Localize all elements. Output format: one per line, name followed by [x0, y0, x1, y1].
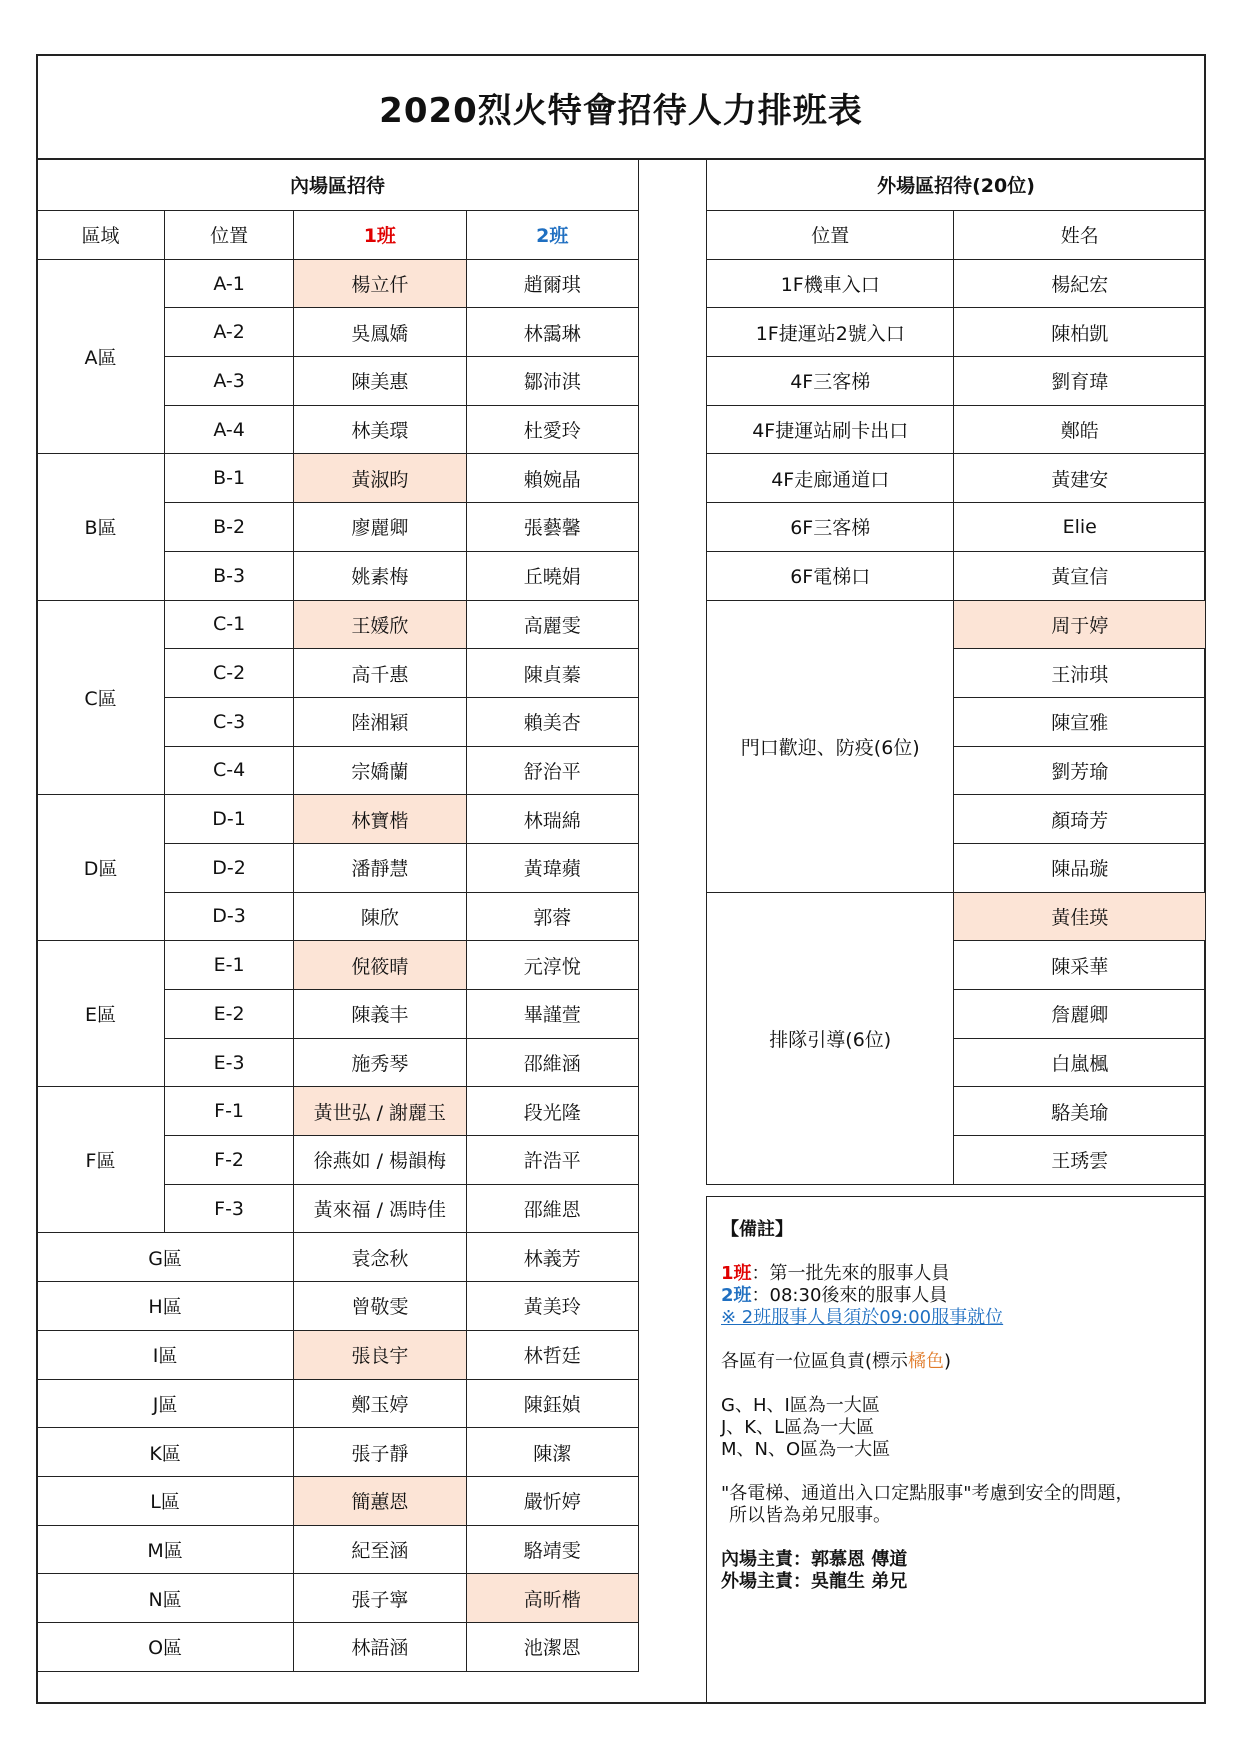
- position-cell: D-3: [165, 892, 294, 941]
- shift1-cell: 林美環: [294, 405, 466, 454]
- table-row: [37, 454, 639, 503]
- shift1-cell: 簡蕙恩: [294, 1476, 466, 1525]
- header-shift1: 1班: [294, 211, 466, 260]
- zone-cell: I區: [37, 1330, 294, 1379]
- shift1-cell: 張子寧: [294, 1574, 466, 1623]
- position-cell: B-3: [165, 551, 294, 600]
- table-row: [37, 1622, 639, 1671]
- outer-name-cell: Elie: [954, 503, 1206, 552]
- table-row: [707, 892, 1206, 941]
- outer-name-cell: 周于婷: [954, 600, 1206, 649]
- outer-name-cell: 黃建安: [954, 454, 1206, 503]
- shift2-cell: 黃美玲: [466, 1282, 638, 1331]
- zone-cell: N區: [37, 1574, 294, 1623]
- shift2-cell: 鄒沛淇: [466, 357, 638, 406]
- shift1-cell: 倪筱晴: [294, 941, 466, 990]
- shift1-cell: 鄭玉婷: [294, 1379, 466, 1428]
- outer-position-cell: 1F捷運站2號入口: [707, 308, 954, 357]
- outer-name-cell: 鄭皓: [954, 405, 1206, 454]
- position-cell: D-2: [165, 843, 294, 892]
- zone-cell: E區: [37, 941, 165, 1087]
- shift1-cell: 曾敬雯: [294, 1282, 466, 1331]
- outer-position-cell: 6F三客梯: [707, 503, 954, 552]
- shift1-cell: 楊立仟: [294, 259, 466, 308]
- shift2-cell: 嚴忻婷: [466, 1476, 638, 1525]
- position-cell: C-3: [165, 697, 294, 746]
- zone-cell: M區: [37, 1525, 294, 1574]
- table-row: [707, 357, 1206, 406]
- shift1-text: ：第一批先來的服事人員: [751, 1263, 950, 1284]
- position-cell: C-4: [165, 746, 294, 795]
- shift1-cell: 宗嬌蘭: [294, 746, 466, 795]
- position-cell: C-1: [165, 600, 294, 649]
- shift2-cell: 林瑞綿: [466, 795, 638, 844]
- outer-name-cell: 白嵐楓: [954, 1038, 1206, 1087]
- shift2-cell: 邵維涵: [466, 1038, 638, 1087]
- outer-name-cell: 黃佳瑛: [954, 892, 1206, 941]
- table-row: [37, 1379, 639, 1428]
- shift1-cell: 吳鳳嬌: [294, 308, 466, 357]
- position-cell: F-1: [165, 1087, 294, 1136]
- position-cell: F-3: [165, 1184, 294, 1233]
- shift1-cell: 王媛欣: [294, 600, 466, 649]
- outer-name-cell: 陳品璇: [954, 843, 1206, 892]
- table-row: [707, 405, 1206, 454]
- outer-position-cell: 4F三客梯: [707, 357, 954, 406]
- shift2-cell: 許浩平: [466, 1136, 638, 1185]
- table-row: [37, 1476, 639, 1525]
- shift-notes: [721, 1263, 1191, 1329]
- outer-lead: 外場主責：吳龍生 弟兄: [721, 1571, 908, 1592]
- shift2-cell: 池潔恩: [466, 1622, 638, 1671]
- safety-note: [721, 1483, 1191, 1527]
- table-row: [707, 551, 1206, 600]
- safety-line: "各電梯、通道出入口定點服事"考慮到安全的問題，: [721, 1483, 1134, 1504]
- shift1-cell: 陳美惠: [294, 357, 466, 406]
- zone-cell: O區: [37, 1622, 294, 1671]
- shift2-cell: 林哲廷: [466, 1330, 638, 1379]
- shift1-note: [721, 1263, 1191, 1285]
- position-cell: A-2: [165, 308, 294, 357]
- outer-name-cell: 詹麗卿: [954, 990, 1206, 1039]
- table-row: [37, 795, 639, 844]
- shift1-cell: 陳義丰: [294, 990, 466, 1039]
- table-row: [37, 1282, 639, 1331]
- header-position: 位置: [165, 211, 294, 260]
- zone-cell: J區: [37, 1379, 294, 1428]
- big-zone-notes: [721, 1395, 1191, 1461]
- big-zone-line: G、H、I區為一大區: [721, 1395, 880, 1416]
- notes-box: [706, 1196, 1206, 1704]
- shift2-cell: 陳鈺媜: [466, 1379, 638, 1428]
- shift2-cell: 郭蓉: [466, 892, 638, 941]
- shift2-cell: 陳潔: [466, 1428, 638, 1477]
- position-cell: C-2: [165, 649, 294, 698]
- big-zone-line: M、N、O區為一大區: [721, 1439, 891, 1460]
- shift2-note: [721, 1285, 1191, 1307]
- table-row: [37, 1574, 639, 1623]
- shift2-cell: 林靄琳: [466, 308, 638, 357]
- position-cell: E-1: [165, 941, 294, 990]
- zone-leader-note: [721, 1351, 1191, 1373]
- shift2-cell: 丘曉娟: [466, 551, 638, 600]
- shift1-cell: 林語涵: [294, 1622, 466, 1671]
- zone-cell: F區: [37, 1087, 165, 1233]
- position-cell: F-2: [165, 1136, 294, 1185]
- shift1-cell: 徐燕如 / 楊韻梅: [294, 1136, 466, 1185]
- zone-cell: D區: [37, 795, 165, 941]
- table-row: [37, 1428, 639, 1477]
- inner-area-table: [36, 158, 639, 1672]
- shift1-cell: 黃世弘 / 謝麗玉: [294, 1087, 466, 1136]
- outer-position-cell: 4F走廊通道口: [707, 454, 954, 503]
- shift2-cell: 賴美杏: [466, 697, 638, 746]
- zone-cell: G區: [37, 1233, 294, 1282]
- shift1-cell: 潘靜慧: [294, 843, 466, 892]
- header-outer-position: 位置: [707, 211, 954, 260]
- zone-cell: C區: [37, 600, 165, 795]
- shift2-cell: 高麗雯: [466, 600, 638, 649]
- outer-position-cell: 1F機車入口: [707, 259, 954, 308]
- shift1-cell: 陳欣: [294, 892, 466, 941]
- table-row: [37, 1330, 639, 1379]
- zone-cell: K區: [37, 1428, 294, 1477]
- shift1-cell: 廖麗卿: [294, 503, 466, 552]
- table-row: [37, 1233, 639, 1282]
- shift2-cell: 林義芳: [466, 1233, 638, 1282]
- outer-area-table: [706, 158, 1206, 1185]
- shift1-cell: 張子靜: [294, 1428, 466, 1477]
- outer-name-cell: 顏琦芳: [954, 795, 1206, 844]
- shift2-cell: 畢謹萱: [466, 990, 638, 1039]
- shift2-cell: 段光隆: [466, 1087, 638, 1136]
- zone-cell: L區: [37, 1476, 294, 1525]
- zone-cell: A區: [37, 259, 165, 454]
- safety-line: 所以皆為弟兄服事。: [729, 1505, 891, 1526]
- page-title: 2020烈火特會招待人力排班表: [38, 56, 1204, 160]
- table-row: [707, 454, 1206, 503]
- header-outer-name: 姓名: [954, 211, 1206, 260]
- shift2-cell: 舒治平: [466, 746, 638, 795]
- outer-section-title: 外場區招待(20位): [707, 159, 1206, 211]
- shift2-cell: 張藝馨: [466, 503, 638, 552]
- shift1-label: 1班: [721, 1263, 752, 1284]
- table-row: [37, 941, 639, 990]
- shift1-cell: 姚素梅: [294, 551, 466, 600]
- shift2-text: ：08:30後來的服事人員: [751, 1285, 948, 1306]
- outer-name-cell: 劉芳瑜: [954, 746, 1206, 795]
- shift1-cell: 黃淑昀: [294, 454, 466, 503]
- shift2-label: 2班: [721, 1285, 752, 1306]
- big-zone-line: J、K、L區為一大區: [721, 1417, 875, 1438]
- leader-color-word: 橘色: [908, 1351, 945, 1372]
- outer-name-cell: 駱美瑜: [954, 1087, 1206, 1136]
- position-cell: E-3: [165, 1038, 294, 1087]
- shift1-cell: 林寶楷: [294, 795, 466, 844]
- outer-position-cell: 6F電梯口: [707, 551, 954, 600]
- table-row: [707, 600, 1206, 649]
- shift2-cell: 黃瑋蘋: [466, 843, 638, 892]
- position-cell: E-2: [165, 990, 294, 1039]
- inner-section-title: 內場區招待: [37, 159, 639, 211]
- position-cell: A-1: [165, 259, 294, 308]
- shift1-cell: 袁念秋: [294, 1233, 466, 1282]
- header-shift2: 2班: [466, 211, 638, 260]
- shift1-cell: 高千惠: [294, 649, 466, 698]
- shift2-arrival-note: ※ 2班服事人員須於09:00服事就位: [721, 1307, 1004, 1328]
- shift2-cell: 杜愛玲: [466, 405, 638, 454]
- table-row: [707, 503, 1206, 552]
- outer-name-cell: 黃宣信: [954, 551, 1206, 600]
- position-cell: A-4: [165, 405, 294, 454]
- shift1-cell: 紀至涵: [294, 1525, 466, 1574]
- shift2-cell: 邵維恩: [466, 1184, 638, 1233]
- shift2-cell: 賴婉晶: [466, 454, 638, 503]
- shift1-cell: 黃來福 / 馮時佳: [294, 1184, 466, 1233]
- shift1-cell: 施秀琴: [294, 1038, 466, 1087]
- table-row: [707, 308, 1206, 357]
- shift2-cell: 陳貞蓁: [466, 649, 638, 698]
- position-cell: B-2: [165, 503, 294, 552]
- position-cell: D-1: [165, 795, 294, 844]
- shift1-cell: 陸湘穎: [294, 697, 466, 746]
- shift2-cell: 趙爾琪: [466, 259, 638, 308]
- outer-name-cell: 楊紀宏: [954, 259, 1206, 308]
- shift2-cell: 元淳悅: [466, 941, 638, 990]
- outer-position-cell: 4F捷運站刷卡出口: [707, 405, 954, 454]
- zone-cell: B區: [37, 454, 165, 600]
- table-row: [37, 1525, 639, 1574]
- outer-name-cell: 陳采華: [954, 941, 1206, 990]
- header-zone: 區域: [37, 211, 165, 260]
- table-row: [37, 600, 639, 649]
- leader-pre: 各區有一位區負責(標示: [721, 1351, 909, 1372]
- position-cell: A-3: [165, 357, 294, 406]
- outer-name-cell: 陳宣雅: [954, 697, 1206, 746]
- outer-name-cell: 王沛琪: [954, 649, 1206, 698]
- zone-cell: H區: [37, 1282, 294, 1331]
- table-row: [37, 259, 639, 308]
- shift2-cell: 高昕楷: [466, 1574, 638, 1623]
- outer-name-cell: 王琇雲: [954, 1136, 1206, 1185]
- table-row: [37, 1087, 639, 1136]
- outer-name-cell: 陳柏凱: [954, 308, 1206, 357]
- outer-name-cell: 劉育瑋: [954, 357, 1206, 406]
- inner-lead: 內場主責：郭慕恩 傳道: [721, 1549, 908, 1570]
- shift1-cell: 張良宇: [294, 1330, 466, 1379]
- table-row: [707, 259, 1206, 308]
- outer-position-cell: 排隊引導(6位): [707, 892, 954, 1184]
- outer-position-cell: 門口歡迎、防疫(6位): [707, 600, 954, 892]
- position-cell: B-1: [165, 454, 294, 503]
- shift2-cell: 駱靖雯: [466, 1525, 638, 1574]
- leader-post: ): [944, 1351, 952, 1372]
- notes-heading: 【備註】: [721, 1219, 793, 1240]
